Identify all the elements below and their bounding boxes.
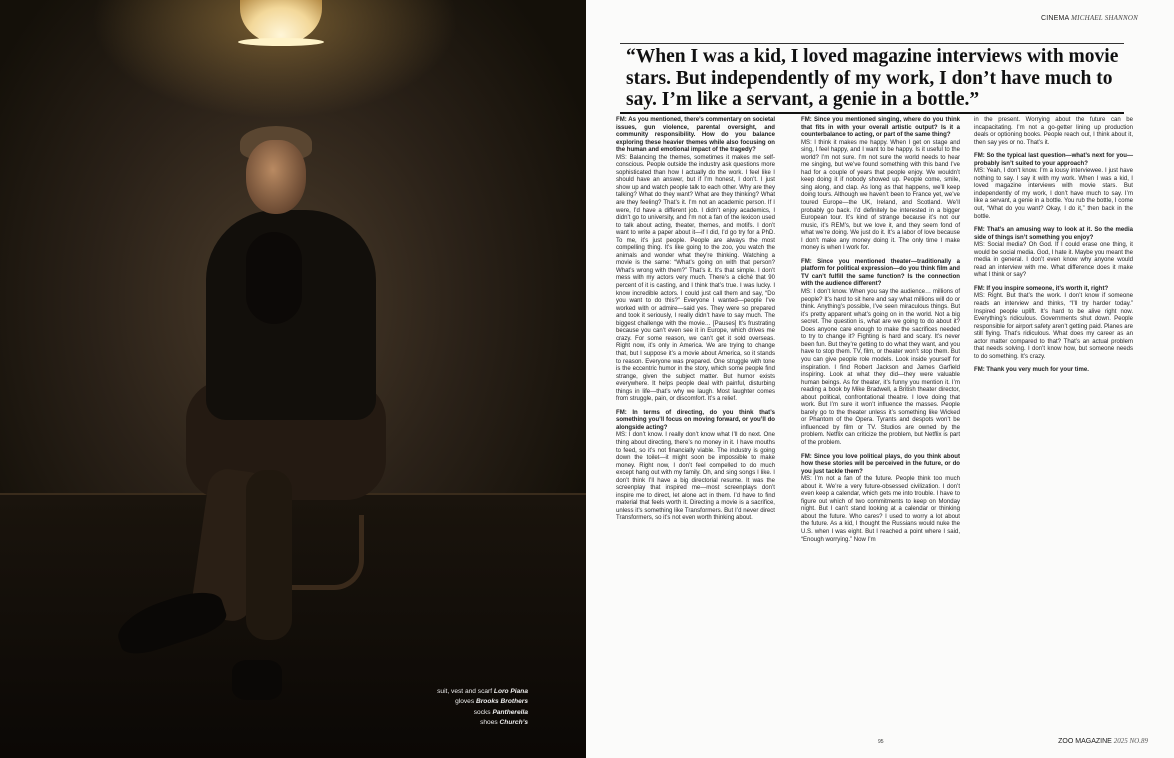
interview-question: FM: Since you mentioned singing, where do you think that fits in with your overall artistic output? Is it a counterbalance to acting, or part of the same thing?	[801, 117, 960, 139]
credit-line: shoes Church’s	[480, 719, 528, 727]
figure-gloved-hands	[246, 232, 302, 324]
portrait-photo	[0, 0, 586, 758]
interview-exchange	[801, 117, 960, 253]
credit-line: gloves Brooks Brothers	[455, 698, 528, 706]
interview-answer: MS: Balancing the themes, sometimes it makes me self-conscious. People outside the industry ask questions more sophisticated than how I actually do the work. I feel like I should have an answer, but if I’m honest, I don’t. I just show up and watch people talk to each other. Why are they talking? What do they want? What are they thinking? What are they feeling? That’s it. I’m not an academic person. If I were, I’d have a different job. I didn’t enjoy academics, I didn’t go to university, and I’m not a fan of the lexicon used to talk about acting, theater, themes, and motifs. I don’t want to write a paper about it—if I did, I’d go try for a PhD. To me, it’s just people. People are always the most compelling thing. It’s like going to the zoo, you watch the animals and wonder what they’re thinking. Watching a movie is the same: “What’s going on with that person? What’s wrong with them?” That’s it. It’s that simple. I don’t mess with my actors very much. There’s a cliché that 90 percent of it is casting, and I think that’s true. I was lucky. I know incredible actors. I could just call them and say, “Do you want to do this?” Everyone I wanted—people I’ve worked with or admire—said yes. They were so prepared and took it seriously, I really didn’t have to say much. The biggest challenge with the movie… [Pauses] It’s frustrating because you can’t even see it in Europe, which drives me crazy. For some reason, we can’t get it sold overseas. Right now, it’s only in America. We are trying to change that, but I suppose it’s a movie about America, so it stands to reason. Everyone was prepared. One struggle with tone is the eccentric humor in the story, which some people find strange, given the subject matter. But humor exists everywhere. It helps people deal with painful, disturbing things in life—that’s why we laugh. Most laughter comes from struggle, pain, or discomfort. It’s a relief.	[616, 154, 775, 403]
interview-answer: MS: Yeah, I don’t know. I’m a lousy interviewee. I just have nothing to say. I say it with my work. When I was a kid, I loved magazine interviews with movie stars. But independently of my work, I don’t have much to say. I’m like a servant, a genie in a bottle. You rub the bottle, I come out, “What do you want? Okay, I do it,” then back in the bottle.	[974, 168, 1133, 220]
page-number: 95	[878, 739, 884, 745]
magazine-name: ZOO MAGAZINE	[1058, 738, 1112, 745]
issue-number: 2025 NO.89	[1113, 737, 1148, 745]
quote-rule	[620, 112, 1124, 114]
interview-exchange	[974, 153, 1133, 221]
figure-shoe-right	[232, 660, 282, 700]
figure-shin-right	[246, 470, 292, 640]
interview-exchange	[974, 117, 1133, 147]
interview-exchange	[801, 454, 960, 545]
text-column-1	[616, 117, 775, 529]
text-column-3	[974, 117, 1133, 381]
interview-exchange	[801, 259, 960, 448]
running-header	[1041, 14, 1138, 22]
interview-question: FM: As you mentioned, there’s commentary on societal issues, gun violence, parental oversight, and community responsibility. How do you balance exploring these heavier themes while also focusing on the human and emotional impact of the tragedy?	[616, 117, 775, 154]
interview-exchange	[974, 286, 1133, 361]
lamp-rim	[238, 38, 324, 46]
figure-head	[246, 140, 306, 214]
interview-question: FM: So the typical last question—what’s next for you—probably isn’t suited to your approach?	[974, 153, 1133, 167]
interview-question: FM: Thank you very much for your time.	[974, 367, 1089, 374]
interview-question: FM: Since you mentioned theater—traditionally a platform for political expression—do you think film and TV can’t fulfill the same function? Is the connection with the audience different?	[801, 258, 960, 288]
section-label: CINEMA	[1040, 15, 1069, 22]
credit-line: socks Pantherella	[473, 708, 528, 716]
interview-exchange	[974, 227, 1133, 280]
article-page	[586, 0, 1174, 758]
interview-answer: MS: Right. But that’s the work. I don’t know if someone reads an interview and thinks, “I’ll try harder today.” Inspired people uplift. It’s hard to be alive right now. Everything’s ridiculous. Governments shut down. People responsible for airport safety aren’t getting paid. Planes are still flying. That’s ridiculous. What does my career as an actor matter compared to that? That’s an actual problem that needs solving. I don’t know how, but someone needs to do something. It’s crazy.	[974, 293, 1133, 360]
subject-name: MICHAEL SHANNON	[1071, 14, 1138, 22]
interview-exchange	[974, 367, 1133, 375]
fashion-credits	[437, 687, 528, 729]
interview-answer: MS: Social media? Oh God. If I could erase one thing, it would be social media. God, I hate it. Maybe you meant the media in general. I don’t even know why anyone would read an interview with me. What difference does it make what I think or say?	[974, 242, 1133, 279]
top-rule	[620, 43, 1124, 44]
interview-answer: MS: I don’t know. I really don’t know what I’ll do next. One thing about directing, there’s no money in it. I have mouths to feed, so it’s not financially viable. The industry is going down the toilet—it might soon be impossible to make money. Right now, I don’t feel compelled to do much except hang out with my family. Oh, and sing songs I like. I don’t think I’ll have a big directorial resume. It was the screenplay that inspired me—most screenplays don’t inspire me to direct, let alone act in them. I’d have to find material that feels worth it. Directing a movie is a sacrifice, unless it’s something like Transformers. But I’d never direct Transformers, so it’s not even worth thinking about.	[616, 432, 775, 522]
interview-answer: in the present. Worrying about the future can be incapacitating. I’m not a go-getter lining up production deals or optioning books. People reach out, I think about it, then say yes or no. That’s it.	[974, 117, 1133, 146]
interview-answer: MS: I don’t know. When you say the audience… millions of people? It’s hard to sit here and say what millions will do or think. Anything’s possible, I’ve seen miraculous things. But it’s pretty apparent what’s going on in the world. Not a big secret. The question is, what are we going to do about it? Does anyone care enough to make the sacrifices needed to try to change it? Fighting is hard and scary. It’s never been fun. But they’re getting to do what they want, and you have to stop them. TV, film, or theater won’t stop them. But you can give people role models. Look inside yourself for inspiration. I find Robert Jackson and James Garfield inspiring. Look at what they did—they were valuable human beings. As for theater, it’s funny you mention it. I’m reading a book by Mike Bradwell, a British theater director, about political, confrontational theatre. I love doing that work. But I’m sure it won’t influence the masses. People barely go to the theater unless it’s something like Wicked or Phantom of the Opera. Tyrants and despots won’t be influenced by film or TV. Studios are owned by the problem. Netflix can criticize the problem, but Netflix is part of the problem.	[801, 289, 960, 446]
interview-exchange	[616, 117, 775, 404]
pull-quote: “When I was a kid, I loved magazine interviews with movie stars. But independently of my work, I don’t have much to say. I’m like a servant, a genie in a bottle.”	[626, 46, 1119, 110]
interview-question: FM: In terms of directing, do you think that’s something you’ll focus on moving forward, or you’ll do alongside acting?	[616, 409, 775, 431]
footer	[1058, 737, 1148, 745]
interview-exchange	[616, 410, 775, 523]
interview-question: FM: If you inspire someone, it’s worth it, right?	[974, 285, 1109, 292]
text-column-2	[801, 117, 960, 550]
interview-answer: MS: I think it makes me happy. When I get on stage and sing, I feel happy, and I want to be happy. Is it useful to the world? I’m not sure. I’m not sure the world needs to hear me singing, but we’ve found something with this band I’ve had for a couple of years that people enjoy. We wouldn’t keep doing it if nobody showed up. People come, smile, sing along, and clap. As long as that happens, we’ll keep doing tours. Although we haven’t been to France yet, we’ve toured Europe—the UK, Ireland, and Scotland. We’ll probably go back. I’d definitely be interested in a bigger European tour. It’s kind of strange because it’s not our music, it’s REM’s, but we love it, and they seem fond of what we’re doing. We just do it. It’s a labor of love because I don’t make any money doing it. The only time I make money is when I work for.	[801, 139, 960, 252]
interview-answer: MS: I’m not a fan of the future. People think too much about it. We’re a very future-obsessed civilization. I don’t even keep a calendar, which gets me into trouble. I have to figure out which of two commitments to keep on Monday night. But I can’t stand looking at a calendar or thinking about the future. Who cares? I used to worry a lot about the future. As a kid, I thought the Russians would nuke the U.S. when I was eight. But I reached a point where I said, “Enough worrying.” Now I’m	[801, 476, 960, 543]
interview-question: FM: That’s an amusing way to look at it. So the media side of things isn’t something you enjoy?	[974, 227, 1133, 241]
interview-question: FM: Since you love political plays, do you think about how these stories will be perceived in the future, or do you just tackle them?	[801, 453, 960, 475]
credit-line: suit, vest and scarf Loro Piana	[437, 688, 528, 695]
